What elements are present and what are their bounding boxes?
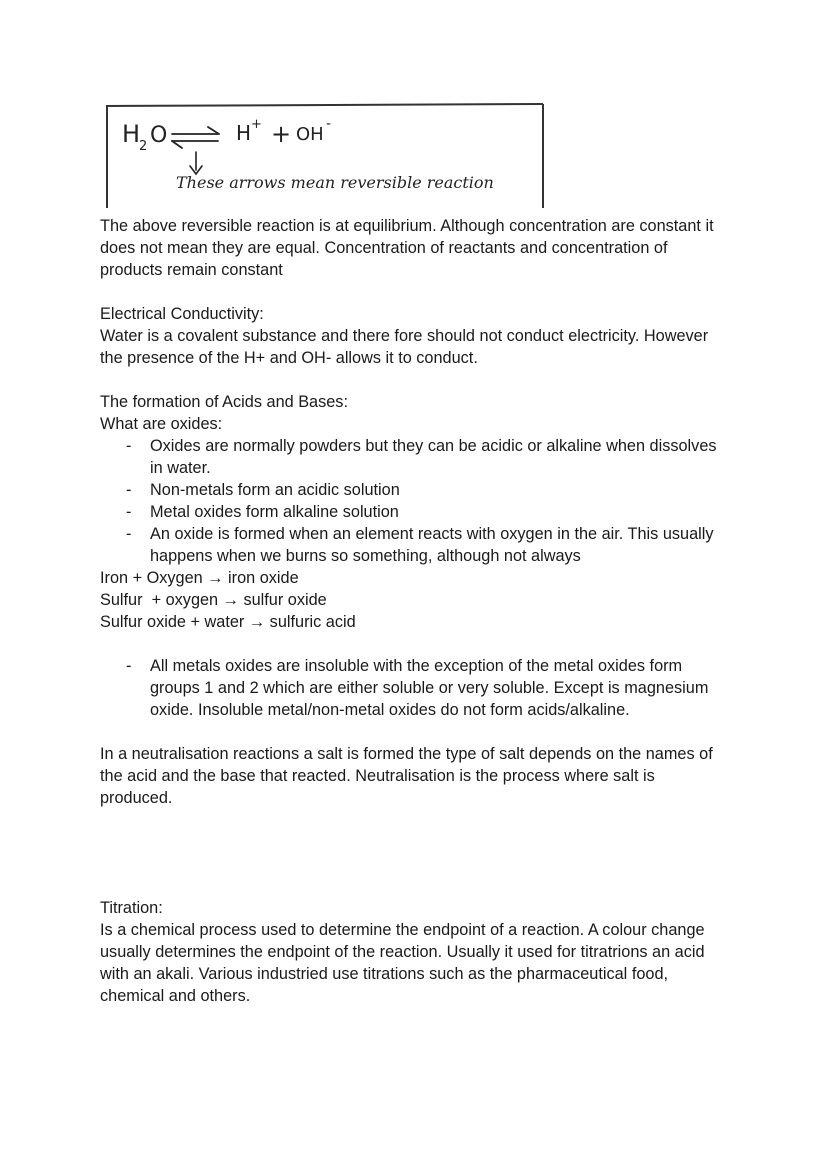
list-item-text: An oxide is formed when an element reacts with oxygen in the air. This usually happens when we burns so something, although not always [150,525,714,565]
titration-body: Is a chemical process used to determine the endpoint of a reaction. A colour change usually determines the endpoint of the reaction. Usually it used for titratrions an acid with an akali. Various industried use titrations such as the pharmaceutical food, chemical and others. [100,921,705,1005]
titration-heading: Titration: [100,899,163,917]
equation-superscript-minus: - [326,116,332,132]
list-item-text: All metals oxides are insoluble with the exception of the metal oxides form groups 1 and 2 which are either soluble or very soluble. Except is magnesium oxide. Insoluble metal/non-metal oxides do not form acids/alkaline. [150,657,709,719]
down-arrow-icon [190,152,202,174]
acids-bases-section [100,391,730,633]
equilibrium-text: The above reversible reaction is at equilibrium. Although concentration are constant it does not mean they are equal. Concentration of reactants and concentration of products remain constant [100,217,714,279]
equation-subscript-2: 2 [139,139,148,154]
equation-oh: OH [296,124,324,145]
equation-superscript-plus: + [251,117,262,132]
neutralisation-paragraph [100,743,730,809]
box-top-edge [106,104,543,106]
handwritten-diagram [106,104,546,210]
titration-section [100,897,730,1007]
list-item-text: Oxides are normally powders but they can be acidic or alkaline when dissolves in water. [150,437,717,477]
bullet-dash: - [126,525,132,543]
list-item [100,435,730,479]
list-item-text: Non-metals form an acidic solution [150,481,400,499]
oxides-heading: What are oxides: [100,415,223,433]
oxide-bullet-list [100,435,730,567]
handwritten-equation-box [106,104,542,208]
equation-o: O [150,123,168,148]
list-item [100,655,730,721]
reversible-reaction-annotation: These arrows mean reversible reaction [176,173,494,192]
bullet-dash: - [126,503,132,521]
list-item [100,501,730,523]
equilibrium-paragraph [100,215,730,281]
equation-h: H [122,120,141,148]
conductivity-body: Water is a covalent substance and there fore should not conduct electricity. However the presence of the H+ and OH- allows it to conduct. [100,327,709,367]
solubility-section [100,655,730,721]
solubility-bullet-list [100,655,730,721]
neutralisation-text: In a neutralisation reactions a salt is formed the type of salt depends on the names of the acid and the base that reacted. Neutralisation is the process where salt is produced. [100,745,713,807]
equation-h-plus: H [236,121,252,145]
bullet-dash: - [126,437,132,455]
acids-bases-heading: The formation of Acids and Bases: [100,393,348,411]
word-equation: Sulfur oxide + water → sulfuric acid [100,613,356,631]
word-equation: Iron + Oxygen → iron oxide [100,569,299,587]
reversible-arrow-icon [172,127,219,148]
word-equation: Sulfur + oxygen → sulfur oxide [100,591,327,609]
list-item [100,479,730,501]
conductivity-heading: Electrical Conductivity: [100,305,264,323]
list-item [100,523,730,567]
equation-plus: + [271,120,292,148]
conductivity-section [100,303,730,369]
bullet-dash: - [126,481,132,499]
list-item-text: Metal oxides form alkaline solution [150,503,399,521]
bullet-dash: - [126,657,132,675]
